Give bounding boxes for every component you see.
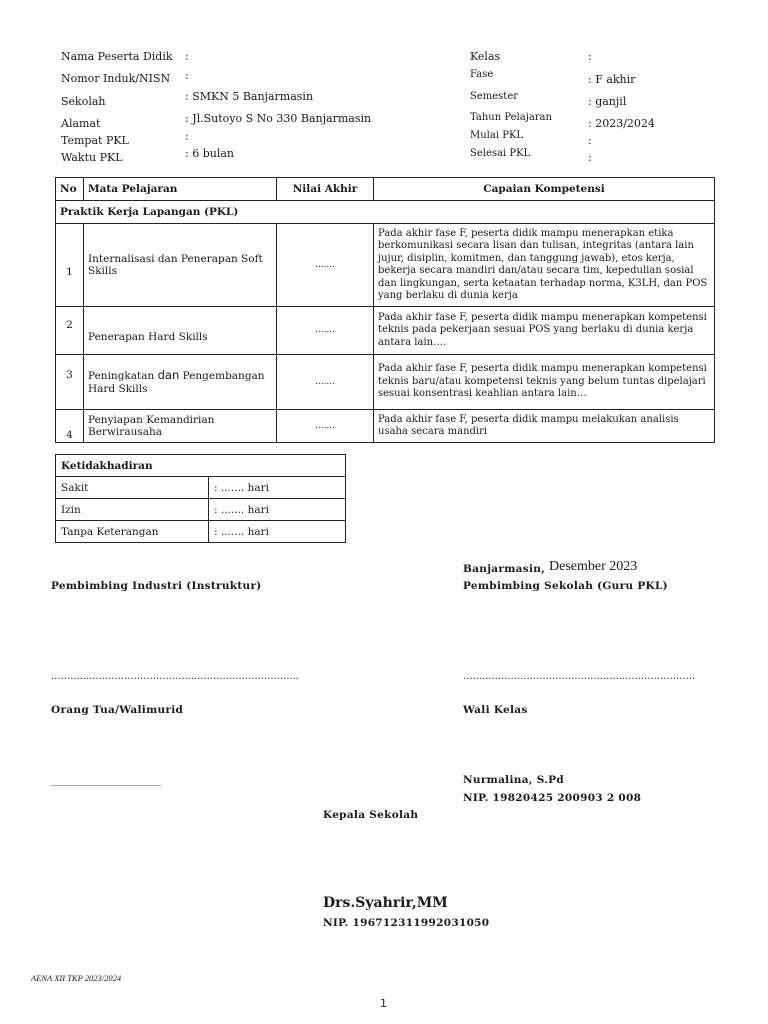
row-description: Pada akhir fase F, peserta didik mampu menerapkan kompetensi teknis pada pekerjaan sesuai POS yang berlaku di dunia kerja antara lain…. xyxy=(374,307,715,355)
table-row xyxy=(56,355,715,410)
row-score: ....... xyxy=(277,355,374,410)
row-subject: Penyiapan Kemandirian Berwirausaha xyxy=(84,410,277,443)
row-subject: Penerapan Hard Skills xyxy=(84,307,277,355)
value-pkl-duration: : 6 bulan xyxy=(185,147,234,160)
label-school-year: Tahun Pelajaran xyxy=(470,112,552,123)
homeroom-name: Nurmalina, S.Pd xyxy=(463,774,565,786)
row-subject: Internalisasi dan Penerapan Soft Skills xyxy=(84,224,277,307)
value-address: : Jl.Sutoyo S No 330 Banjarmasin xyxy=(185,112,372,125)
table-row xyxy=(56,521,346,543)
label-school: Sekolah xyxy=(61,95,106,108)
signing-date: Desember 2023 xyxy=(549,559,638,574)
attendance-value: : ....... hari xyxy=(209,477,346,499)
row-description: Pada akhir fase F, peserta didik mampu menerapkan kompetensi teknis baru/atau kompetensi teknis yang belum tuntas dipelajari sesuai konsentrasi keahlian antara lain… xyxy=(374,355,715,410)
value-semester: : ganjil xyxy=(588,95,627,108)
label-student-name: Nama Peserta Didik xyxy=(61,50,173,63)
industry-supervisor-title: Pembimbing Industri (Instruktur) xyxy=(51,580,262,592)
label-nisn: Nomor Induk/NISN xyxy=(61,72,171,85)
attendance-title: Ketidakhadiran xyxy=(56,455,346,477)
row-description: Pada akhir fase F, peserta didik mampu menerapkan etika berkomunikasi secara lisan dan tulisan, integritas (antara lain jujur, disiplin, komitmen, dan tanggung jawab), etos kerja, bekerja secara mandiri dan/atau secara tim, kepedulian sosial dan lingkungan, serta ketaatan terhadap norma, K3LH, dan POS yang berlaku di dunia kerja xyxy=(374,224,715,307)
header-competency: Capaian Kompetensi xyxy=(374,178,715,201)
attendance-label: Tanpa Keterangan xyxy=(56,521,209,543)
homeroom-title: Wali Kelas xyxy=(463,704,528,716)
principal-nip: NIP. 196712311992031050 xyxy=(323,917,490,929)
section-row xyxy=(56,201,715,224)
table-row xyxy=(56,307,715,355)
value-school-year: : 2023/2024 xyxy=(588,117,655,130)
table-row xyxy=(56,499,346,521)
label-pkl-duration: Waktu PKL xyxy=(61,151,123,164)
row-number: 2 xyxy=(56,307,84,355)
principal-title: Kepala Sekolah xyxy=(323,809,419,821)
label-phase: Fase xyxy=(470,69,494,80)
attendance-label: Sakit xyxy=(56,477,209,499)
table-row xyxy=(56,477,346,499)
value-nisn: : xyxy=(185,69,189,82)
value-pkl-place: : xyxy=(185,130,189,143)
attendance-value: : ....... hari xyxy=(209,499,346,521)
grades-table xyxy=(55,177,715,443)
industry-supervisor-signature-line: .............................................................................. xyxy=(51,671,299,682)
parent-title: Orang Tua/Walimurid xyxy=(51,704,184,716)
school-supervisor-title: Pembimbing Sekolah (Guru PKL) xyxy=(463,580,668,592)
row-score: ....... xyxy=(277,307,374,355)
footer-code: AENA XII TKP 2023/2024 xyxy=(31,973,122,983)
attendance-value: : ....... hari xyxy=(209,521,346,543)
row-subject-part: Peningkatan xyxy=(88,370,155,382)
parent-signature-line: ______________________ xyxy=(51,775,161,786)
school-supervisor-signature-line: ......................................................................... xyxy=(463,671,696,682)
row-description: Pada akhir fase F, peserta didik mampu melakukan analisis usaha secara mandiri xyxy=(374,410,715,443)
section-title: Praktik Kerja Lapangan (PKL) xyxy=(56,201,715,224)
value-school: : SMKN 5 Banjarmasin xyxy=(185,90,314,103)
signing-place: Banjarmasin, xyxy=(463,563,546,575)
principal-name: Drs.Syahrir,MM xyxy=(323,895,448,911)
row-number: 3 xyxy=(56,355,84,410)
attendance-label: Izin xyxy=(56,499,209,521)
value-class: : xyxy=(588,50,592,63)
grades-header-row xyxy=(56,178,715,201)
row-subject xyxy=(84,355,277,410)
value-student-name: : xyxy=(185,50,189,63)
row-number: 1 xyxy=(56,224,84,307)
header-no: No xyxy=(56,178,84,201)
label-class: Kelas xyxy=(470,50,501,63)
attendance-header-row xyxy=(56,455,346,477)
homeroom-nip: NIP. 19820425 200903 2 008 xyxy=(463,792,642,804)
row-number: 4 xyxy=(56,410,84,443)
value-pkl-end: : xyxy=(588,151,592,164)
label-pkl-start: Mulai PKL xyxy=(470,130,524,141)
value-phase: : F akhir xyxy=(588,73,636,86)
label-semester: Semester xyxy=(470,91,519,102)
label-address: Alamat xyxy=(61,117,101,130)
label-pkl-place: Tempat PKL xyxy=(61,134,129,147)
attendance-table xyxy=(55,454,346,543)
row-subject-part: dan xyxy=(157,368,180,382)
table-row xyxy=(56,224,715,307)
table-row xyxy=(56,410,715,443)
row-subject-part: Pengembangan Hard Skills xyxy=(88,370,265,395)
value-pkl-start: : xyxy=(588,134,592,147)
label-pkl-end: Selesai PKL xyxy=(470,148,531,159)
header-score: Nilai Akhir xyxy=(277,178,374,201)
row-score: ....... xyxy=(277,410,374,443)
row-score: ....... xyxy=(277,224,374,307)
page-number: 1 xyxy=(380,997,387,1010)
header-subject: Mata Pelajaran xyxy=(84,178,277,201)
